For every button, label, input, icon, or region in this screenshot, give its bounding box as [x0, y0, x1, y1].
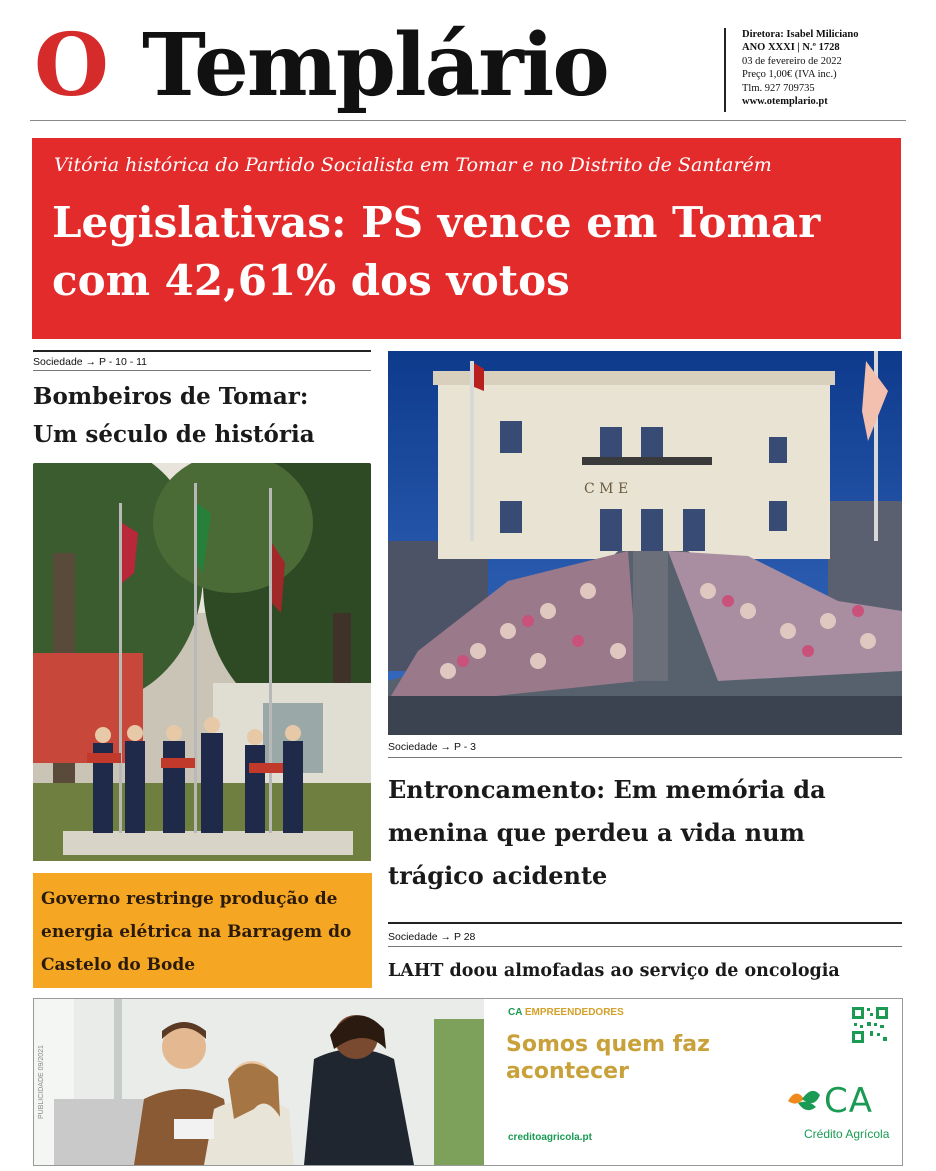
entroncamento-photo [388, 351, 902, 735]
website-link[interactable]: www.otemplario.pt [742, 96, 828, 108]
masthead-info [742, 28, 906, 108]
ad-slogan: Somos quem faz acontecer [506, 1032, 710, 1084]
qr-code-icon[interactable] [850, 1005, 890, 1045]
price: Preço 1,00€ (IVA inc.) [742, 69, 837, 81]
credito-agricola-ad[interactable] [33, 998, 903, 1166]
ad-url-link[interactable]: creditoagricola.pt [508, 1132, 592, 1143]
lead-kicker: Vitória histórica do Partido Socialista em Tomar e no Distrito de Santarém [54, 154, 772, 176]
section-rule [388, 922, 902, 924]
story-title-governo: Governo restringe produção de energia elétrica na Barragem do Castelo do Bode [41, 889, 352, 975]
section-thin-rule [388, 757, 902, 758]
credito-agricola-logo-icon [786, 1085, 822, 1115]
story-title-laht[interactable]: LAHT doou almofadas ao serviço de oncologia [388, 961, 840, 981]
logo-o: O [34, 15, 108, 116]
section-rule [33, 350, 371, 352]
ad-vertical-note: PUBLICIDADE 09/2021 [38, 1045, 45, 1119]
governo-highlight-box[interactable] [33, 873, 372, 988]
story-title-entroncamento[interactable]: Entroncamento: Em memória da menina que perdeu a vida num trágico acidente [388, 775, 826, 890]
masthead-rule [30, 120, 906, 121]
section-thin-rule [33, 370, 371, 371]
director: Diretora: Isabel Miliciano [742, 29, 859, 40]
issue-date: 03 de fevereiro de 2022 [742, 55, 842, 67]
masthead-divider [724, 28, 726, 112]
section-label-entroncamento: Sociedade → P - 3 [388, 741, 476, 753]
section-label-laht: Sociedade → P 28 [388, 931, 476, 943]
ad-photo [34, 999, 484, 1165]
phone: Tlm. 927 709735 [742, 82, 815, 94]
ad-logo-text: CA [824, 1081, 873, 1121]
masthead [30, 14, 906, 126]
ad-tag [508, 1007, 624, 1018]
section-thin-rule [388, 946, 902, 947]
story-title-line-1: Bombeiros de Tomar: [33, 383, 309, 410]
lead-title: Legislativas: PS vence em Tomar com 42,61% dos votos [52, 198, 821, 305]
story-title-bombeiros[interactable] [33, 378, 373, 454]
logo-name: Templário [142, 15, 608, 116]
lead-headline-band[interactable] [32, 138, 901, 339]
issue-number: ANO XXXI | N.º 1728 [742, 42, 840, 54]
story-title-line-2: Um século de história [33, 421, 315, 448]
ad-tag-suffix: EMPREENDEDORES [524, 1007, 624, 1018]
ad-logo-name: Crédito Agrícola [804, 1127, 890, 1141]
section-label-bombeiros: Sociedade → P - 10 - 11 [33, 356, 148, 368]
ad-tag-prefix: CA [508, 1007, 523, 1018]
bombeiros-photo [33, 463, 371, 861]
building-letters: C M E [584, 481, 629, 497]
